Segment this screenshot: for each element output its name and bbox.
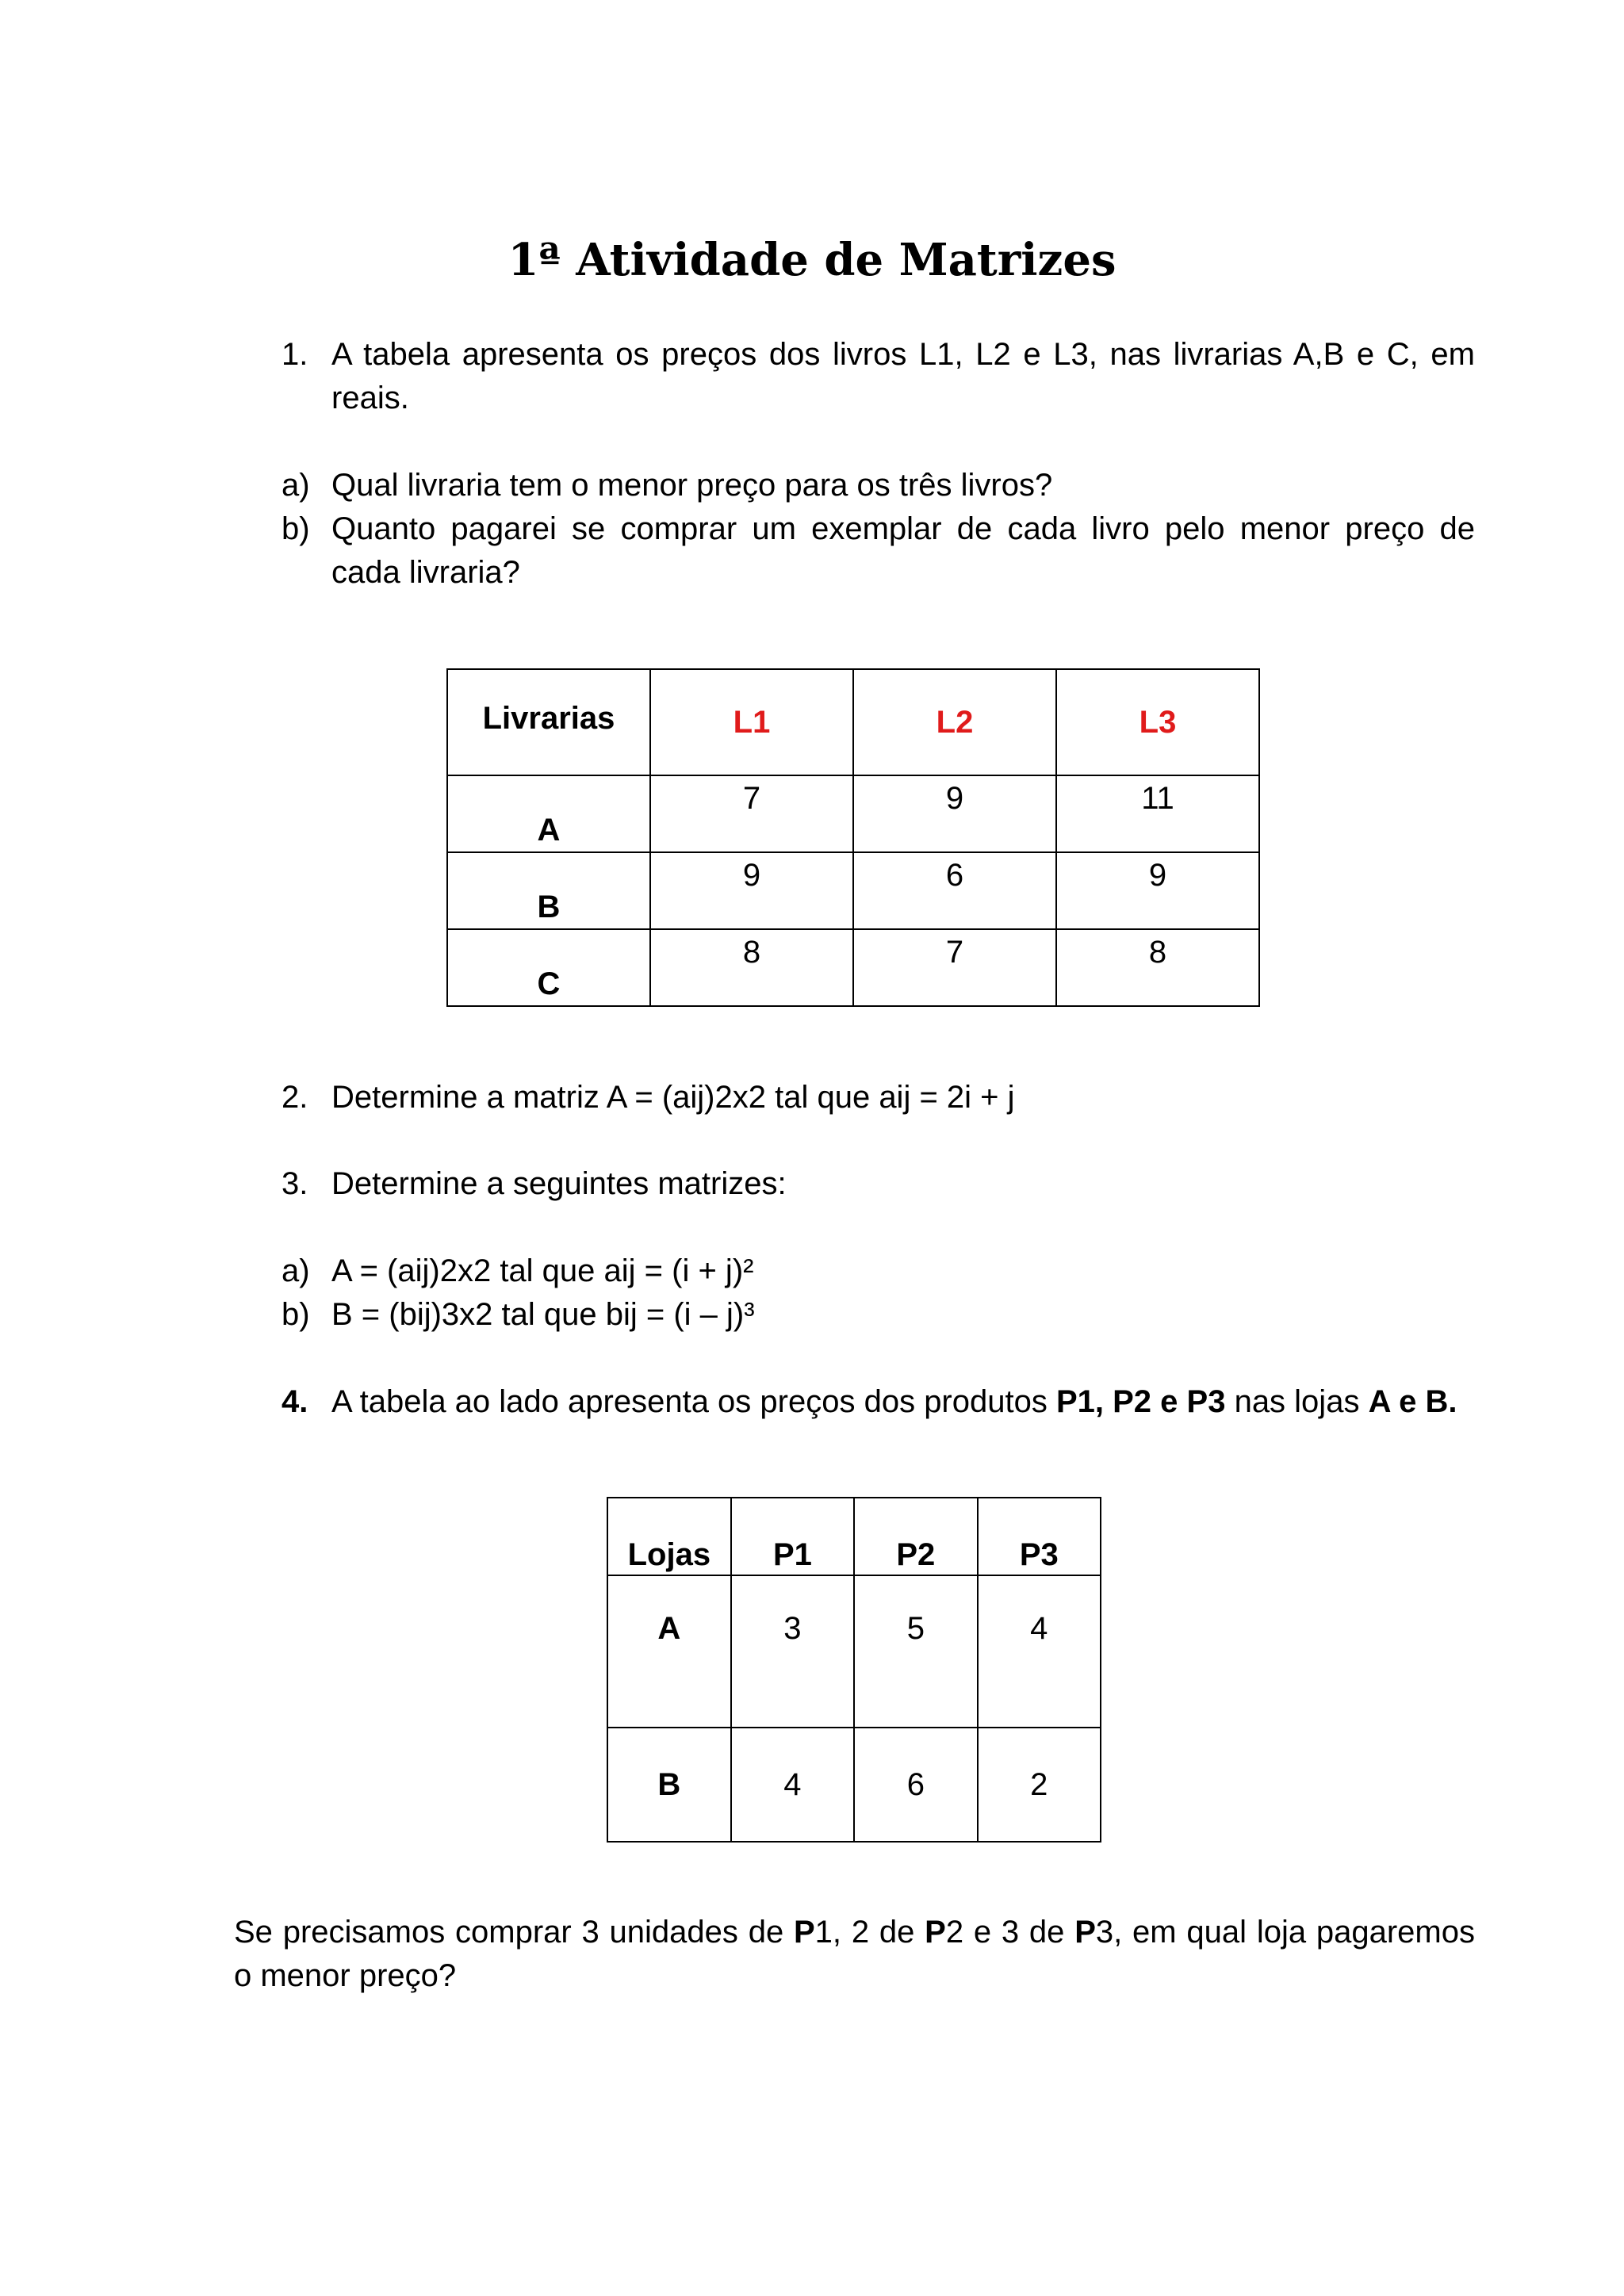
table-cell: 11 bbox=[1056, 775, 1259, 852]
table-cell: 7 bbox=[853, 929, 1056, 1006]
q3a-text: A = (aij)2x2 tal que aij = (i + j)² bbox=[331, 1253, 754, 1288]
final-p1: P bbox=[793, 1915, 815, 1950]
header-p2: P2 bbox=[854, 1498, 977, 1575]
table-row bbox=[447, 852, 1259, 929]
table-header-row bbox=[607, 1498, 1101, 1575]
row-label: B bbox=[447, 852, 650, 929]
q3b-text: B = (bij)3x2 tal que bij = (i – j)³ bbox=[331, 1297, 755, 1332]
header-l2: L2 bbox=[853, 669, 1056, 775]
table-cell: 6 bbox=[854, 1728, 977, 1842]
table-cell: 4 bbox=[978, 1575, 1101, 1728]
table-cell: 6 bbox=[853, 852, 1056, 929]
q4-number: 4. bbox=[282, 1384, 308, 1419]
final-text-4: 3, em qual loja pagaremos o menor preço? bbox=[234, 1915, 1475, 1993]
final-question bbox=[234, 1911, 1475, 1998]
table-row bbox=[607, 1575, 1101, 1728]
q4-stores: A e B. bbox=[1368, 1384, 1457, 1419]
q2-text: Determine a matriz A = (aij)2x2 tal que aij = 2i + j bbox=[331, 1080, 1015, 1115]
q3a-label: a) bbox=[282, 1253, 310, 1288]
store-price-table bbox=[607, 1497, 1101, 1843]
row-label: B bbox=[607, 1728, 731, 1842]
q4-text-1: A tabela ao lado apresenta os preços dos produtos bbox=[331, 1384, 1056, 1419]
q1a-text: Qual livraria tem o menor preço para os três livros? bbox=[331, 468, 1053, 503]
final-p2: P bbox=[925, 1915, 946, 1950]
table-cell: 8 bbox=[650, 929, 853, 1006]
table-cell: 5 bbox=[854, 1575, 977, 1728]
table-cell: 4 bbox=[731, 1728, 854, 1842]
row-label: C bbox=[447, 929, 650, 1006]
table-corner-cell: Lojas bbox=[607, 1498, 731, 1575]
table-cell: 2 bbox=[978, 1728, 1101, 1842]
bookstore-price-table bbox=[446, 668, 1260, 1007]
table-corner-cell: Livrarias bbox=[447, 669, 650, 775]
table-cell: 7 bbox=[650, 775, 853, 852]
table-header-row bbox=[447, 669, 1259, 775]
q1-text: A tabela apresenta os preços dos livros L1, L2 e L3, nas livrarias A,B e C, em reais. bbox=[331, 337, 1475, 415]
header-l3: L3 bbox=[1056, 669, 1259, 775]
header-p3: P3 bbox=[978, 1498, 1101, 1575]
q1b-label: b) bbox=[282, 511, 310, 546]
page-title: 1ª Atividade de Matrizes bbox=[508, 234, 1116, 286]
table-cell: 9 bbox=[1056, 852, 1259, 929]
q3-number: 3. bbox=[282, 1166, 308, 1201]
final-p3: P bbox=[1074, 1915, 1096, 1950]
q1-number: 1. bbox=[282, 337, 308, 372]
row-label: A bbox=[607, 1575, 731, 1728]
final-text-1: Se precisamos comprar 3 unidades de bbox=[234, 1915, 794, 1950]
table-row bbox=[447, 929, 1259, 1006]
final-text-3: 2 e 3 de bbox=[945, 1915, 1075, 1950]
q3-text: Determine a seguintes matrizes: bbox=[331, 1166, 787, 1201]
table-cell: 9 bbox=[650, 852, 853, 929]
q1b-text: Quanto pagarei se comprar um exemplar de cada livro pelo menor preço de cada livraria? bbox=[331, 511, 1475, 590]
table-cell: 8 bbox=[1056, 929, 1259, 1006]
final-text-2: 1, 2 de bbox=[814, 1915, 925, 1950]
table-row bbox=[607, 1728, 1101, 1842]
table-cell: 9 bbox=[853, 775, 1056, 852]
q4-text-2: nas lojas bbox=[1225, 1384, 1369, 1419]
row-label: A bbox=[447, 775, 650, 852]
q4-products: P1, P2 e P3 bbox=[1055, 1384, 1226, 1419]
table-row bbox=[447, 775, 1259, 852]
table-cell: 3 bbox=[731, 1575, 854, 1728]
q2-number: 2. bbox=[282, 1080, 308, 1115]
q3b-label: b) bbox=[282, 1297, 310, 1332]
q1a-label: a) bbox=[282, 468, 310, 503]
q4-text bbox=[331, 1380, 1475, 1424]
header-p1: P1 bbox=[731, 1498, 854, 1575]
header-l1: L1 bbox=[650, 669, 853, 775]
